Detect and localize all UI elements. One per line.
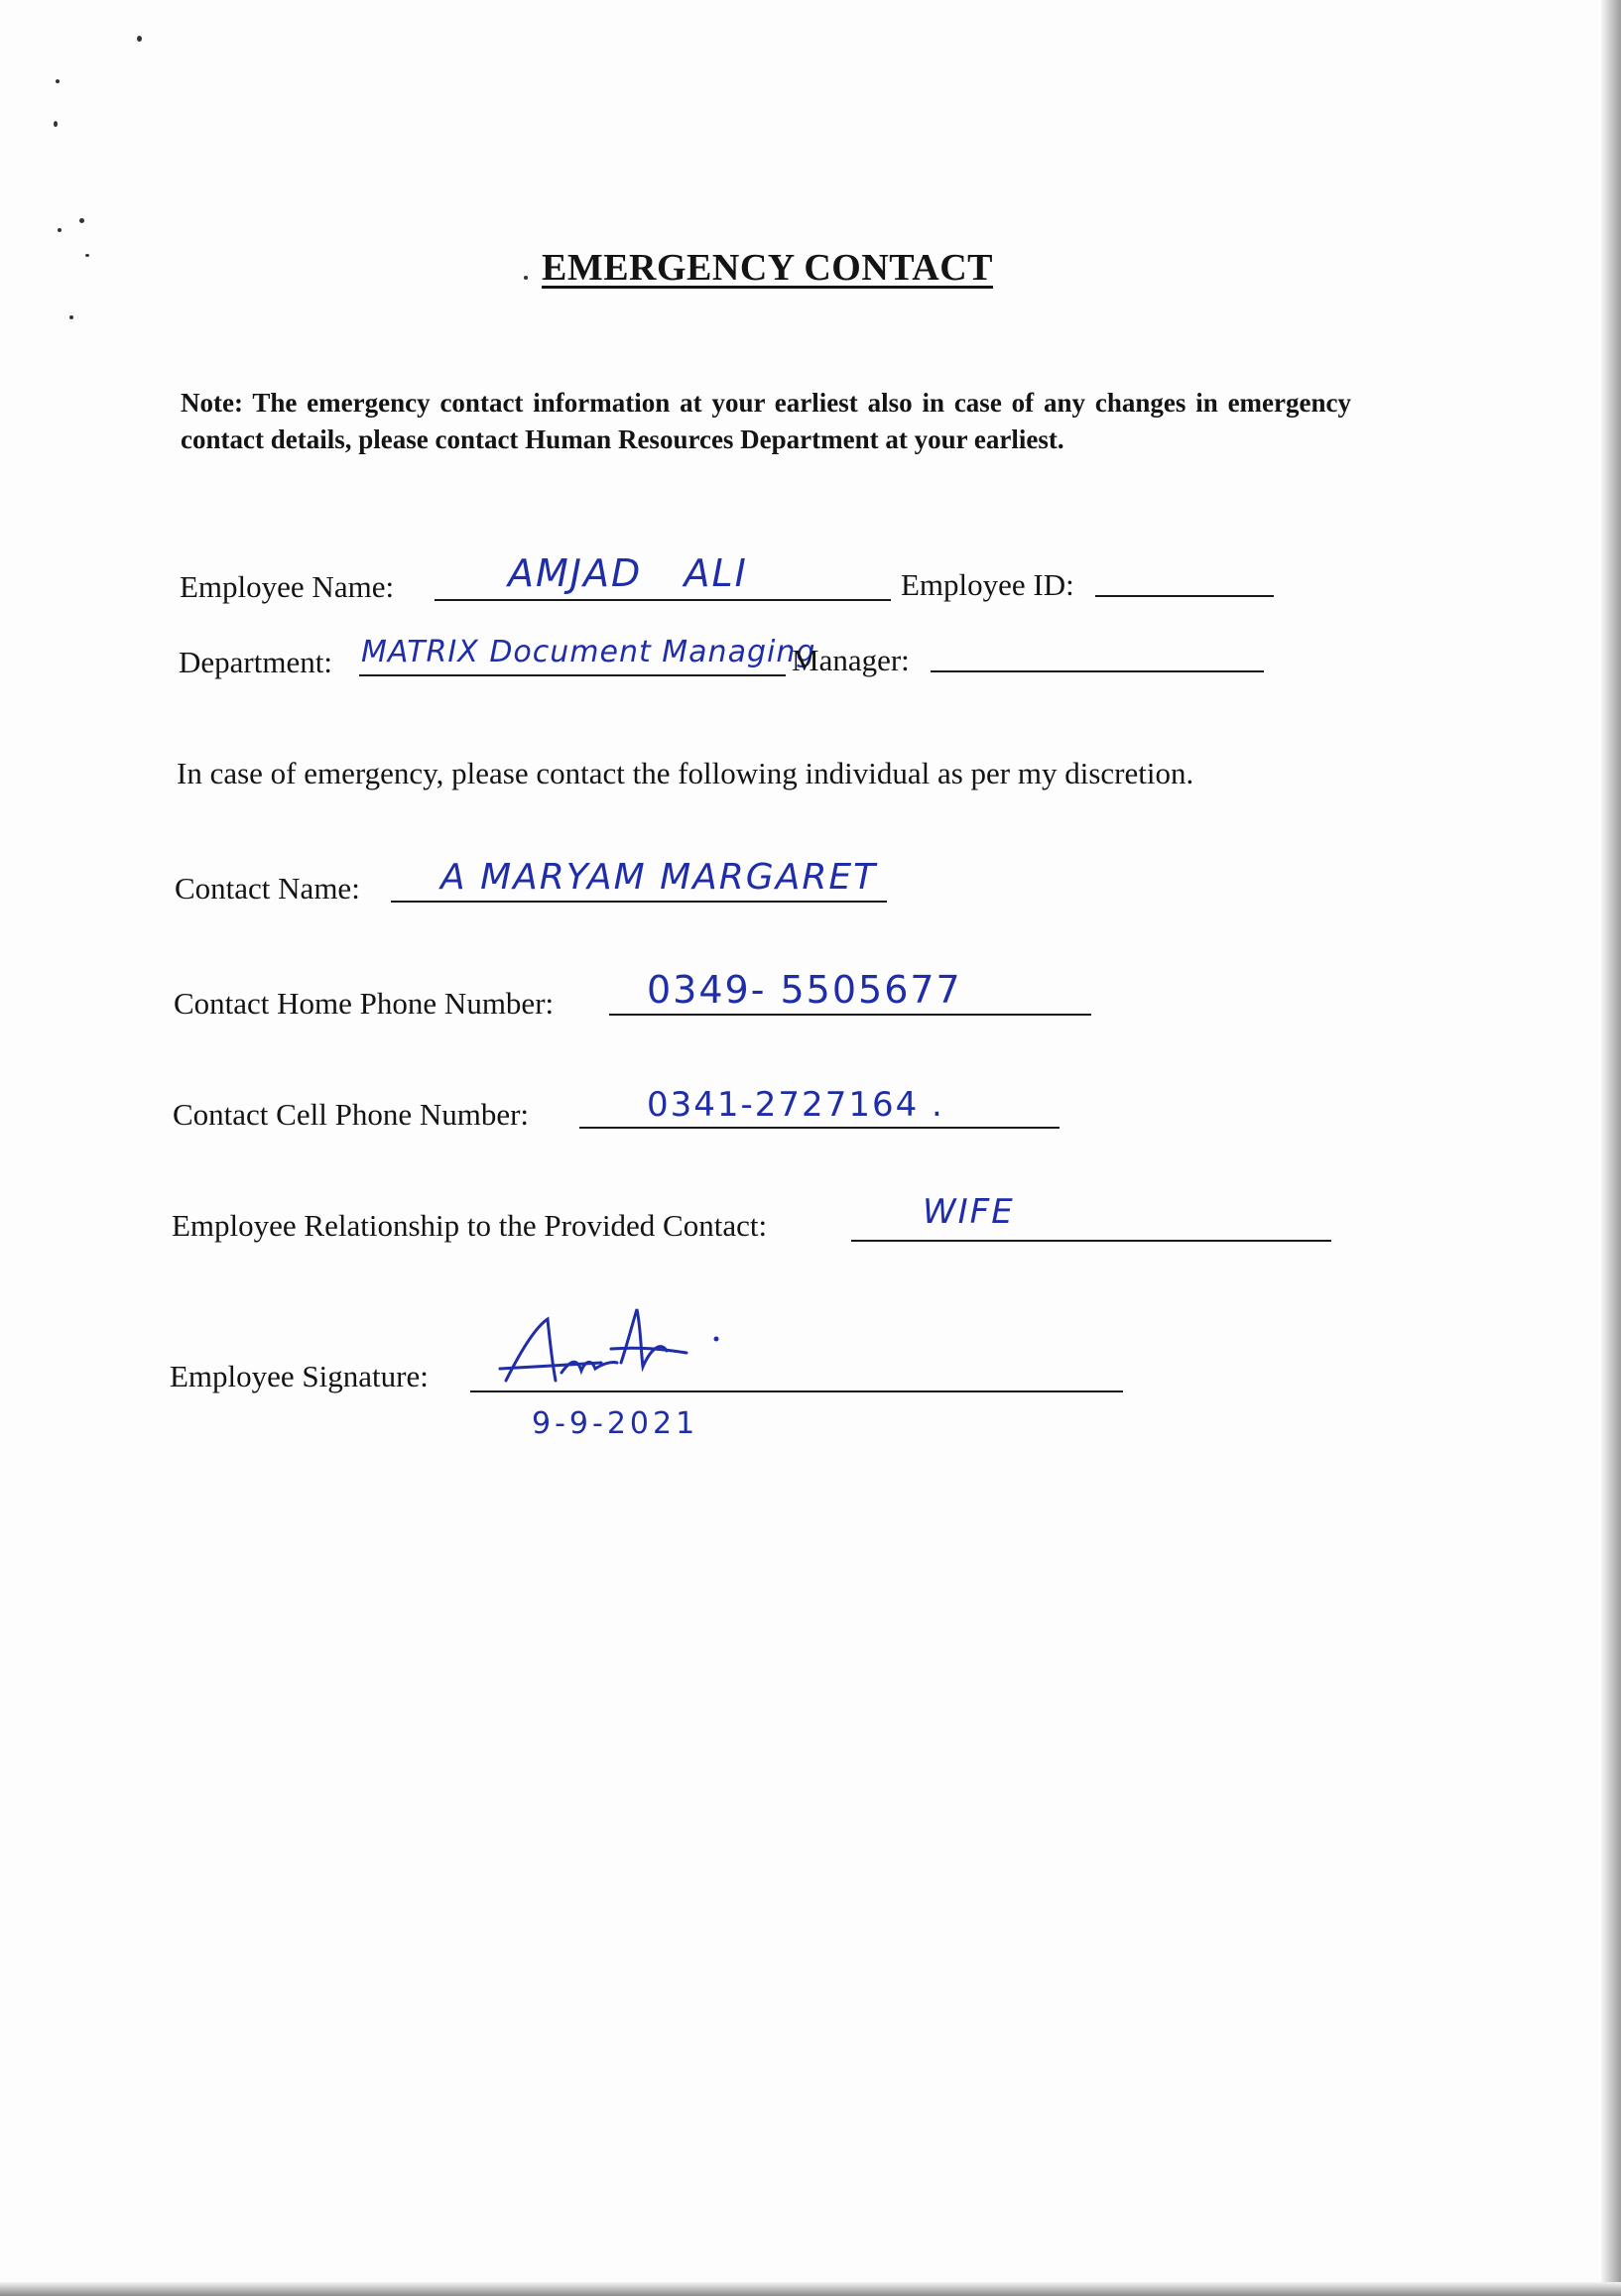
department-line	[359, 674, 786, 676]
signature-date: 9-9-2021	[532, 1406, 699, 1441]
employee-name-label: Employee Name:	[180, 569, 395, 604]
relationship-label: Employee Relationship to the Provided Contact:	[172, 1208, 768, 1243]
contact-cell-phone-label: Contact Cell Phone Number:	[173, 1097, 530, 1132]
page-bottom-edge	[0, 2282, 1621, 2296]
scan-speck	[524, 276, 528, 280]
relationship-line	[851, 1240, 1331, 1242]
scan-speck	[137, 36, 142, 42]
relationship-value[interactable]: WIFE	[923, 1192, 1015, 1232]
manager-label: Manager:	[792, 643, 910, 677]
contact-name-line	[391, 901, 887, 903]
contact-home-phone-label: Contact Home Phone Number:	[174, 986, 555, 1021]
handwritten-signature-icon	[492, 1289, 750, 1398]
employee-id-label: Employee ID:	[901, 567, 1074, 602]
employee-name-line	[435, 599, 891, 601]
contact-home-phone-value[interactable]: 0349- 5505677	[647, 968, 962, 1012]
note-paragraph: Note: The emergency contact information at your earliest also in case of any changes in emergency contact details, please contact Human Resources Department at your earliest.	[181, 388, 1351, 454]
employee-signature-label: Employee Signature:	[170, 1359, 429, 1393]
scan-speck	[54, 121, 58, 127]
contact-cell-phone-value[interactable]: 0341-2727164 .	[647, 1085, 944, 1125]
contact-home-phone-line	[609, 1014, 1091, 1016]
employee-name-value[interactable]: AMJAD ALI	[508, 551, 748, 595]
instruction-text: In case of emergency, please contact the following individual as per my discretion.	[177, 756, 1194, 790]
manager-line[interactable]	[931, 670, 1264, 672]
scan-speck	[79, 218, 84, 223]
employee-id-line[interactable]	[1095, 595, 1274, 597]
scan-speck	[56, 79, 60, 83]
department-label: Department:	[179, 645, 332, 679]
contact-cell-phone-line	[579, 1127, 1060, 1129]
contact-name-value[interactable]: A MARYAM MARGARET	[440, 857, 878, 898]
scan-speck	[85, 254, 89, 257]
scan-speck	[58, 228, 62, 232]
page-right-edge	[1601, 0, 1621, 2296]
contact-name-label: Contact Name:	[175, 871, 360, 906]
page-title: EMERGENCY CONTACT	[542, 247, 994, 289]
department-value[interactable]: MATRIX Document Managing	[361, 635, 816, 669]
scan-speck	[69, 315, 73, 319]
